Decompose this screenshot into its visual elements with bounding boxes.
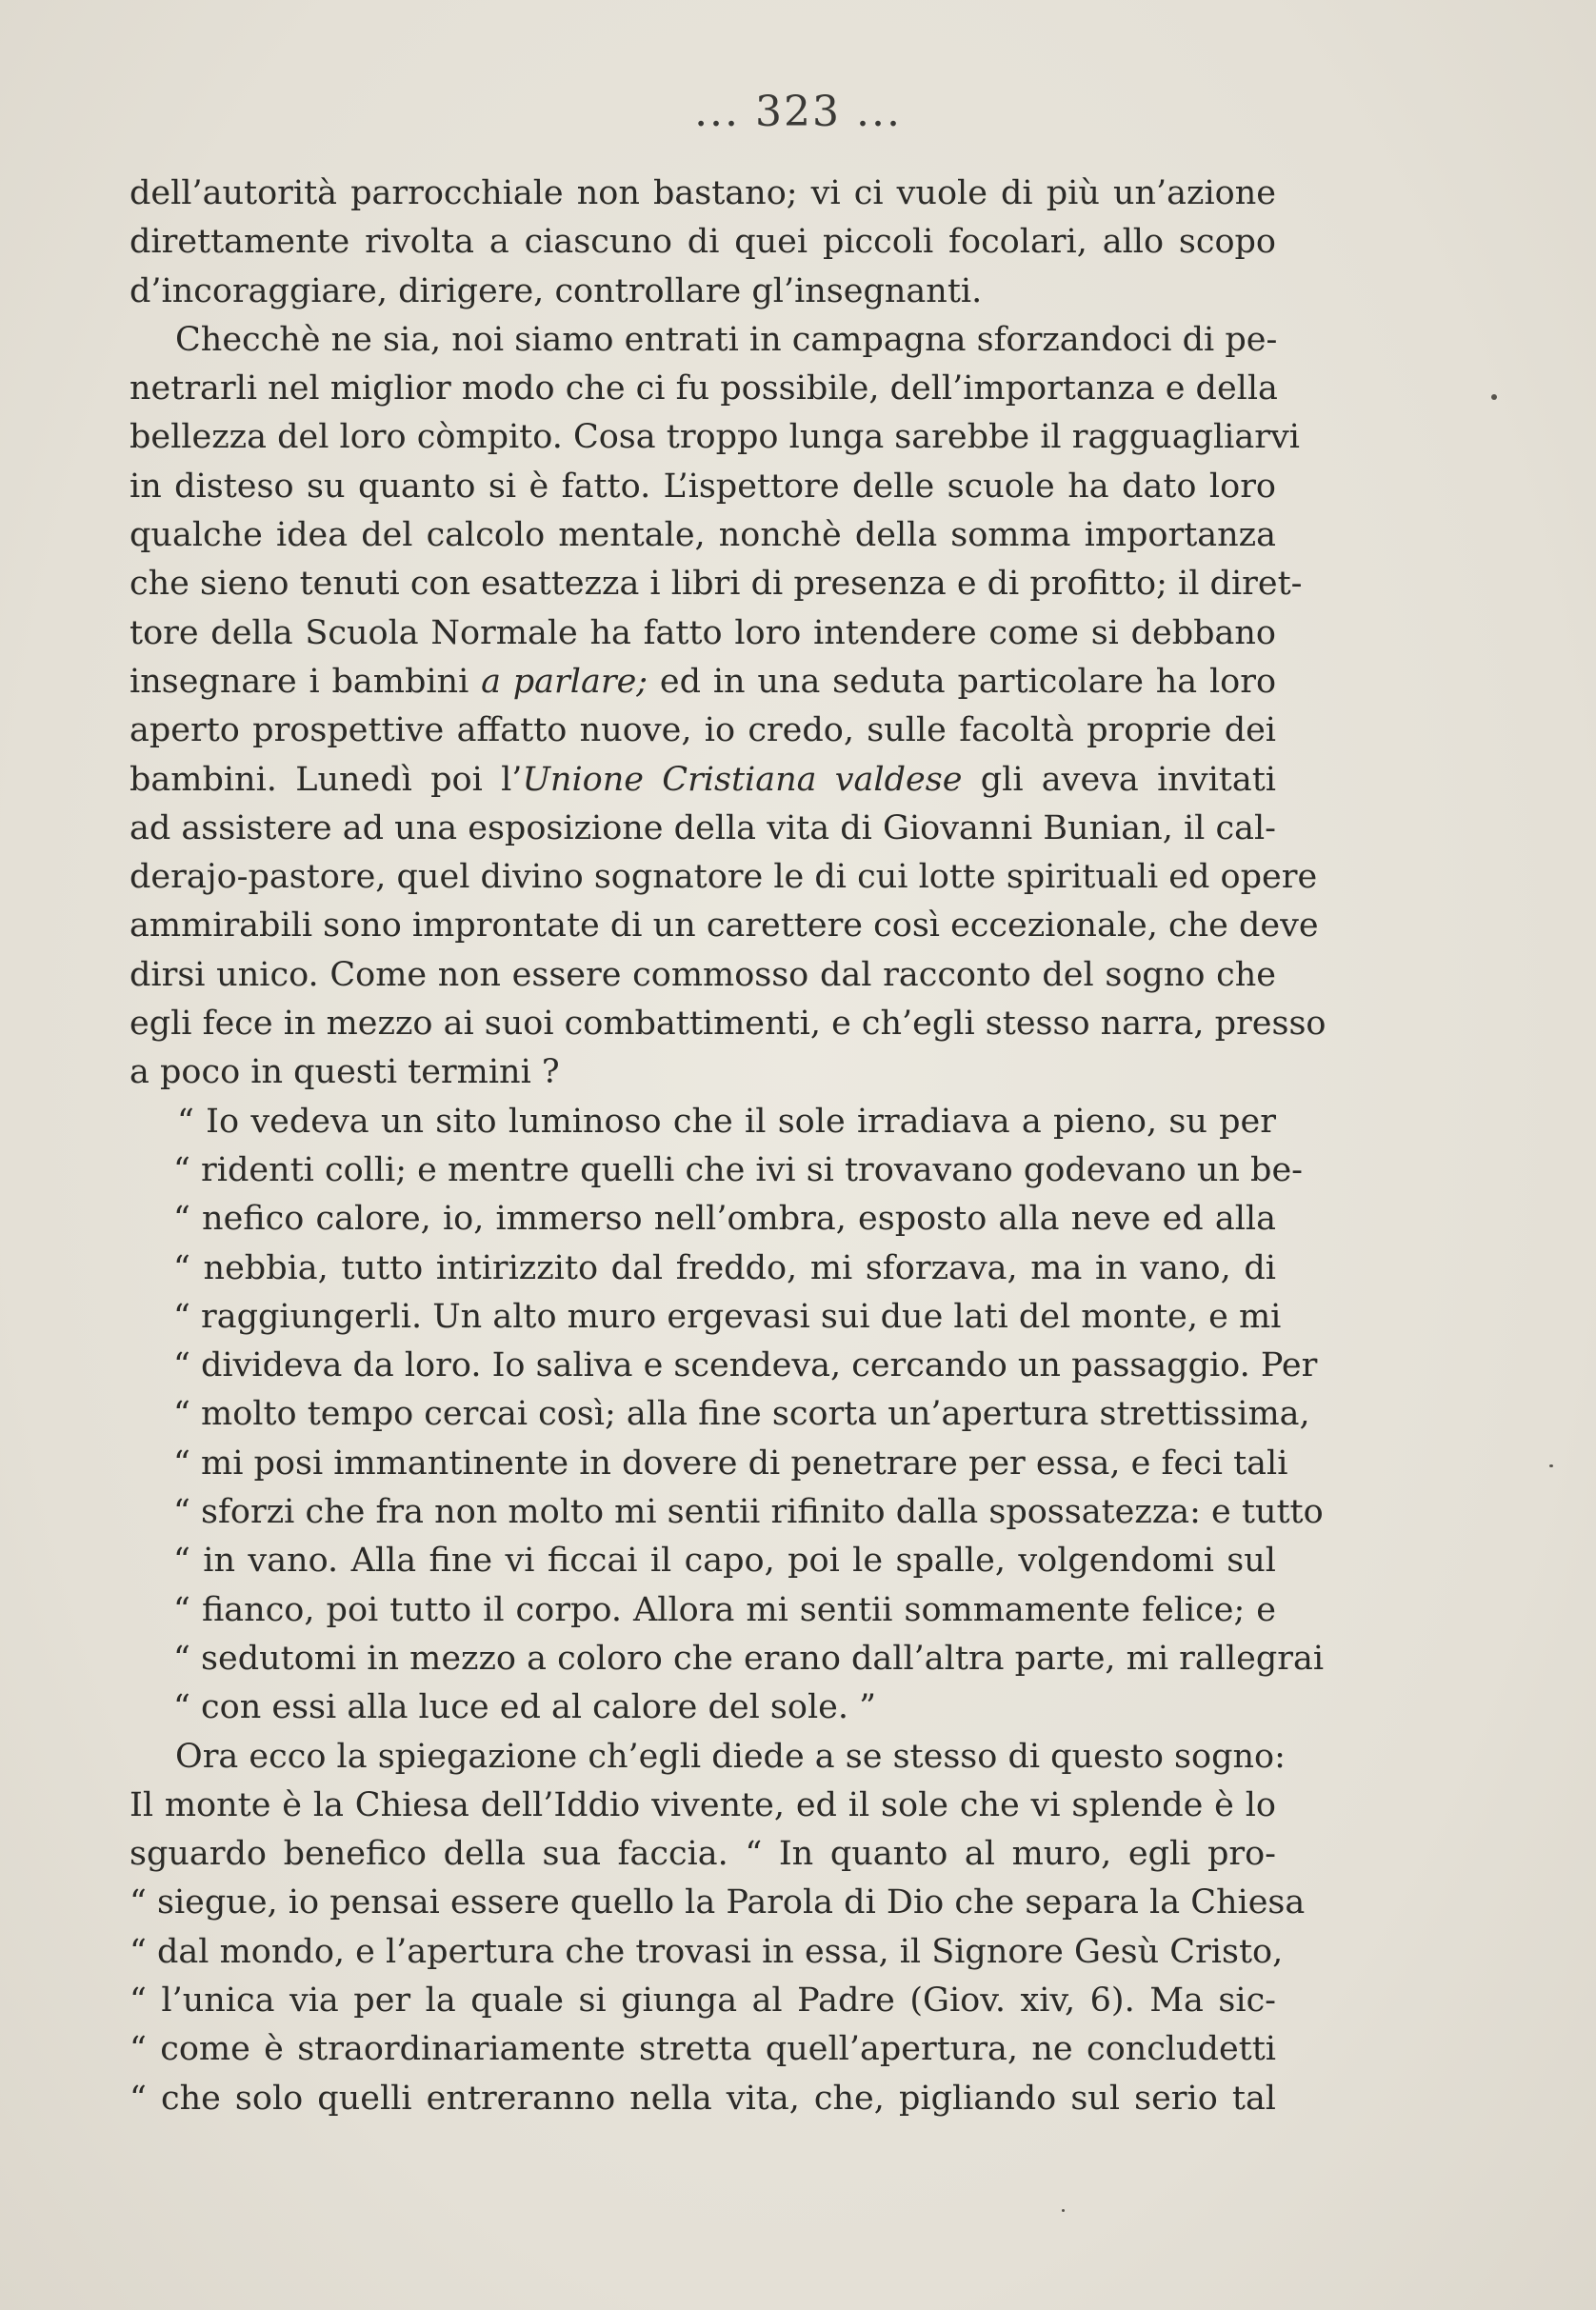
text-line — [130, 756, 1276, 805]
quote-line: “ raggiungerli. Un alto muro ergevasi sui due lati del monte, e mi — [173, 1297, 1282, 1336]
text-line: d’incoraggiare, dirigere, controllare gl’insegnanti. — [130, 271, 983, 310]
text-line: “ dal mondo, e l’apertura che trovasi in essa, il Signore Gesù Cristo, — [130, 1932, 1284, 1971]
text-line: qualche idea del calcolo mentale, nonchè della somma importanza — [130, 516, 1276, 555]
text-run: insegnare i bambini — [130, 662, 482, 701]
text-line: sguardo benefico della sua faccia. “ In quanto al muro, egli pro- — [130, 1835, 1276, 1874]
text-line: Il monte è la Chiesa dell’Iddio vivente, ed il sole che vi splende è lo — [130, 1785, 1276, 1824]
text-line: tore della Scuola Normale ha fatto loro intendere come si debbano — [130, 613, 1276, 652]
quote-line: “ fianco, poi tutto il corpo. Allora mi sentii sommamente felice; e — [173, 1590, 1276, 1629]
quote-line: “ ridenti colli; e mentre quelli che ivi si trovavano godevano un be- — [173, 1150, 1304, 1189]
text-line: egli fece in mezzo ai suoi combattimenti, e ch’egli stesso narra, presso — [130, 1005, 1327, 1044]
text-line: derajo-pastore, quel divino sognatore le di cui lotte spirituali ed opere — [130, 858, 1318, 897]
text-line: Checchè ne sia, noi siamo entrati in campagna sforzandoci di pe- — [175, 320, 1278, 359]
quote-line: “ in vano. Alla fine vi ficcai il capo, poi le spalle, volgendomi sul — [173, 1542, 1276, 1581]
page-number: ... 323 ... — [694, 88, 902, 136]
text-line: direttamente rivolta a ciascuno di quei piccoli focolari, allo scopo — [130, 223, 1276, 262]
quote-line: “ Io vedeva un sito luminoso che il sole irradiava a pieno, su per — [177, 1102, 1276, 1141]
quote-line: “ sforzi che fra non molto mi sentii rifinito dalla spossatezza: e tutto — [173, 1493, 1324, 1532]
italic-phrase: a parlare; — [481, 662, 648, 701]
paper-speck — [1549, 1464, 1553, 1467]
quote-line: “ sedutomi in mezzo a coloro che erano dall’altra parte, mi rallegrai — [173, 1639, 1325, 1678]
text-run: gli aveva invitati — [962, 760, 1276, 799]
paper-speck — [1062, 2209, 1065, 2212]
page-text — [130, 169, 1327, 2123]
text-line: netrarli nel miglior modo che ci fu possibile, dell’importanza e della — [130, 369, 1278, 408]
text-line: ad assistere ad una esposizione della vita di Giovanni Bunian, il cal- — [130, 808, 1276, 847]
text-line: dirsi unico. Come non essere commosso dal racconto del sogno che — [130, 955, 1276, 994]
text-line: ammirabili sono improntate di un carettere così eccezionale, che deve — [130, 906, 1319, 946]
quote-line: “ nebbia, tutto intirizzito dal freddo, mi sforzava, ma in vano, di — [173, 1248, 1276, 1287]
text-line: “ l’unica via per la quale si giunga al Padre (Giov. xiv, 6). Ma sic- — [130, 1981, 1276, 2020]
quote-line: “ con essi alla luce ed al calore del sole. ” — [173, 1688, 876, 1727]
text-line — [130, 658, 1276, 707]
paragraph-2 — [130, 316, 1327, 1098]
text-run: bambini. Lunedì poi l’ — [130, 760, 523, 799]
text-line: “ siegue, io pensai essere quello la Parola di Dio che separa la Chiesa — [130, 1883, 1306, 1922]
quote-line: “ mi posi immantinente in dovere di penetrare per essa, e feci tali — [173, 1444, 1288, 1483]
quote-line: “ nefico calore, io, immerso nell’ombra, esposto alla neve ed alla — [173, 1200, 1276, 1239]
text-line: a poco in questi termini ? — [130, 1053, 560, 1092]
paragraph-1 — [130, 169, 1276, 316]
quote-line: “ divideva da loro. Io saliva e scendeva, cercando un passaggio. Per — [173, 1346, 1318, 1385]
quote-line: “ molto tempo cercai così; alla fine scorta un’apertura strettissima, — [173, 1395, 1310, 1434]
text-line: “ come è straordinariamente stretta quell’apertura, ne concludetti — [130, 2030, 1276, 2069]
paragraph-3 — [130, 1733, 1306, 2123]
italic-phrase: Unione Cristiana valdese — [522, 760, 963, 799]
text-line: bellezza del loro còmpito. Cosa troppo lunga sarebbe il ragguagliarvi — [130, 418, 1300, 457]
text-line: Ora ecco la spiegazione ch’egli diede a se stesso di questo sogno: — [175, 1737, 1286, 1776]
quoted-passage — [130, 1098, 1325, 1733]
text-run: ed in una seduta particolare ha loro — [648, 662, 1277, 701]
text-line: aperto prospettive affatto nuove, io credo, sulle facoltà proprie dei — [130, 711, 1276, 750]
paper-speck — [1491, 394, 1497, 400]
text-line: in disteso su quanto si è fatto. L’ispettore delle scuole ha dato loro — [130, 467, 1276, 506]
text-line: dell’autorità parrocchiale non bastano; vi ci vuole di più un’azione — [130, 174, 1276, 212]
text-line: “ che solo quelli entreranno nella vita, che, pigliando sul serio tal — [130, 2079, 1276, 2118]
text-line: che sieno tenuti con esattezza i libri di presenza e di profitto; il diret- — [130, 565, 1303, 604]
